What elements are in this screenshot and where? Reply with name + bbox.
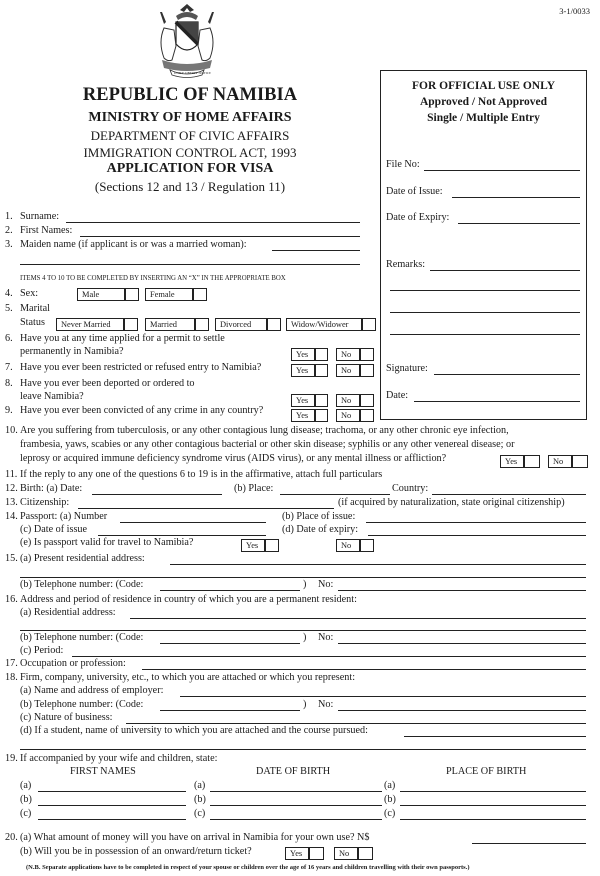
present-phone-code-field[interactable] (160, 590, 300, 591)
residence-phone-no-field[interactable] (338, 643, 586, 644)
child-first-name-field[interactable] (38, 805, 186, 806)
marital-divorced-checkbox[interactable] (267, 318, 281, 331)
child-place-field[interactable] (400, 805, 586, 806)
citizenship-field[interactable] (78, 508, 334, 509)
student-label: (d) If a student, name of university to which you are attached and the course pursued: (20, 725, 368, 736)
occupation-label: Occupation or profession: (20, 658, 126, 669)
residence-phone-close-paren: ) (303, 632, 307, 643)
q19-label: If accompanied by your wife and children, state: (20, 753, 218, 764)
official-date-of-expiry-label: Date of Expiry: (386, 212, 450, 223)
q7-label: Have you ever been restricted or refused entry to Namibia? (20, 362, 262, 373)
official-remarks-label: Remarks: (386, 259, 426, 270)
official-date-line[interactable] (414, 401, 580, 402)
passport-number-label: Passport: (a) Number (20, 511, 108, 522)
header-act: IMMIGRATION CONTROL ACT, 1993 (83, 145, 297, 160)
q10-label: Are you suffering from tuberculosis, or any other contagious lung disease; trachoma, or any other chronic eye infection, (20, 425, 509, 436)
q6-label: Have you at any time applied for a permit to settle (20, 333, 225, 344)
q4-number: 4. (5, 288, 13, 299)
q10-label-line3: leprosy or acquired immune deficiency syndrome virus (AIDS virus), or any mental illness or affliction? (20, 453, 447, 464)
q8-yes-option: Yes (291, 394, 315, 407)
q7-number: 7. (5, 362, 13, 373)
employer-phone-close-paren: ) (303, 699, 307, 710)
q5-label-marital: Marital (20, 303, 50, 314)
marital-never-married-checkbox[interactable] (124, 318, 138, 331)
q10-no-option: No (548, 455, 572, 468)
q2-number: 2. (5, 225, 13, 236)
residence-address-field-line2[interactable] (20, 630, 586, 631)
passport-date-expiry-field[interactable] (368, 535, 586, 536)
employer-phone-no-label: No: (318, 699, 334, 710)
child-row-label: (a) (194, 780, 206, 791)
official-file-no-label: File No: (386, 159, 420, 170)
q6-yes-option: Yes (291, 348, 315, 361)
q5-label-status: Status (20, 317, 45, 328)
child-first-name-field[interactable] (38, 819, 186, 820)
q11-label: If the reply to any one of the questions 6 to 19 is in the affirmative, attach full particulars (20, 469, 383, 480)
maiden-name-field[interactable] (272, 250, 360, 251)
q4-label: Sex: (20, 288, 39, 299)
child-place-field[interactable] (400, 791, 586, 792)
q3-number: 3. (5, 239, 13, 250)
q20-number: 20. (5, 832, 18, 843)
header-sections: (Sections 12 and 13 / Regulation 11) (94, 179, 286, 194)
q13-note: (if acquired by naturalization, state original citizenship) (338, 497, 565, 508)
official-date-label: Date: (386, 390, 409, 401)
official-use-title: FOR OFFICIAL USE ONLY (411, 80, 556, 92)
student-field-line2[interactable] (20, 749, 586, 750)
footnote: (N.B. Separate applications have to be completed in respect of your spouse or children over the age of 16 years and children travelling with their own passports.) (26, 864, 470, 871)
passport-place-issue-field[interactable] (366, 522, 586, 523)
q3-label: Maiden name (if applicant is or was a married woman): (20, 239, 247, 250)
q17-number: 17. (5, 658, 18, 669)
passport-number-field[interactable] (120, 522, 266, 523)
q9-no-option: No (336, 409, 360, 422)
q8-number: 8. (5, 378, 13, 389)
q6-yes-checkbox[interactable] (315, 348, 328, 361)
present-phone-no-label: No: (318, 579, 334, 590)
occupation-field[interactable] (142, 669, 586, 670)
present-address-label: (a) Present residential address: (20, 553, 145, 564)
items-note: ITEMS 4 TO 10 TO BE COMPLETED BY INSERTING AN “X” IN THE APPROPRIATE BOX (20, 275, 286, 282)
passport-place-issue-label: (b) Place of issue: (282, 511, 356, 522)
form-code: 3-1/0033 (559, 6, 590, 16)
column-date-of-birth: DATE OF BIRTH (256, 766, 331, 777)
marital-divorced-option: Divorced (215, 318, 267, 331)
passport-valid-no-checkbox[interactable] (360, 539, 374, 552)
q7-no-option: No (336, 364, 360, 377)
q12-number: 12. (5, 483, 18, 494)
residence-period-label: (c) Period: (20, 645, 64, 656)
q9-yes-option: Yes (291, 409, 315, 422)
sex-male-option: Male (77, 288, 125, 301)
q10-label-line2: frambesia, yaws, scabies or any other contagious bacterial or other skin disease; syphilis or any other venereal disease; or (20, 439, 515, 450)
child-row-label: (a) (20, 780, 32, 791)
q8-label: Have you ever been deported or ordered to (20, 378, 195, 389)
student-field[interactable] (404, 736, 586, 737)
residence-phone-code-label: (b) Telephone number: (Code: (20, 632, 144, 643)
q10-yes-option: Yes (500, 455, 524, 468)
official-signature-line[interactable] (434, 374, 580, 375)
passport-date-expiry-label: (d) Date of expiry: (282, 524, 359, 535)
q9-number: 9. (5, 405, 13, 416)
sex-female-option: Female (145, 288, 193, 301)
q15-number: 15. (5, 553, 18, 564)
q9-no-checkbox[interactable] (360, 409, 374, 422)
ticket-label: (b) Will you be in possession of an onward/return ticket? (20, 846, 252, 857)
birth-country-label: Country: (392, 483, 429, 494)
official-remarks-line[interactable] (390, 334, 580, 335)
q8-label-line2: leave Namibia? (20, 391, 84, 402)
child-row-label: (b) (194, 794, 206, 805)
q6-no-option: No (336, 348, 360, 361)
marital-widow-checkbox[interactable] (362, 318, 376, 331)
birth-date-field[interactable] (92, 494, 222, 495)
employer-label: (a) Name and address of employer: (20, 685, 164, 696)
column-place-of-birth: PLACE OF BIRTH (446, 766, 527, 777)
child-row-label: (c) (384, 808, 396, 819)
present-phone-no-field[interactable] (338, 590, 586, 591)
present-phone-code-label: (b) Telephone number: (Code: (20, 579, 144, 590)
q18-number: 18. (5, 672, 18, 683)
child-first-name-field[interactable] (38, 791, 186, 792)
header-ministry: MINISTRY OF HOME AFFAIRS (88, 110, 292, 125)
ticket-yes-checkbox[interactable] (309, 847, 324, 860)
passport-valid-no-option: No (336, 539, 360, 552)
q18-label: Firm, company, university, etc., to which you are attached or which you represent: (20, 672, 356, 683)
q13-number: 13. (5, 497, 18, 508)
header-country: REPUBLIC OF NAMIBIA (82, 85, 298, 105)
q7-no-checkbox[interactable] (360, 364, 374, 377)
q8-no-option: No (336, 394, 360, 407)
sex-female-checkbox[interactable] (193, 288, 207, 301)
official-signature-label: Signature: (386, 363, 428, 374)
official-remarks-line[interactable] (430, 270, 580, 271)
ticket-no-option: No (334, 847, 358, 860)
residence-address-label: (a) Residential address: (20, 607, 116, 618)
child-row-label: (c) (20, 808, 32, 819)
child-row-label: (b) (384, 794, 396, 805)
birth-place-label: (b) Place: (234, 483, 274, 494)
official-remarks-line[interactable] (390, 312, 580, 313)
surname-field[interactable] (66, 222, 360, 223)
money-label: (a) What amount of money will you have on arrival in Namibia for your own use? N$ (20, 832, 370, 843)
child-dob-field[interactable] (210, 791, 382, 792)
child-dob-field[interactable] (210, 819, 382, 820)
marital-never-married-option: Never Married (56, 318, 124, 331)
q16-label: Address and period of residence in country of which you are a permanent resident: (20, 594, 357, 605)
q9-label: Have you ever been convicted of any crime in any country? (20, 405, 264, 416)
official-approved: Approved / Not Approved (419, 96, 548, 108)
money-field[interactable] (472, 843, 586, 844)
child-dob-field[interactable] (210, 805, 382, 806)
column-first-names: FIRST NAMES (70, 766, 136, 777)
q10-yes-checkbox[interactable] (524, 455, 540, 468)
residence-period-field[interactable] (72, 656, 586, 657)
q1-number: 1. (5, 211, 13, 222)
child-row-label: (b) (20, 794, 32, 805)
residence-phone-no-label: No: (318, 632, 334, 643)
employer-phone-no-field[interactable] (338, 710, 586, 711)
q13-label: Citizenship: (20, 497, 70, 508)
birth-place-field[interactable] (280, 494, 390, 495)
present-address-field[interactable] (170, 564, 586, 565)
official-date-of-issue-line[interactable] (452, 197, 580, 198)
q6-number: 6. (5, 333, 13, 344)
employer-phone-code-field[interactable] (160, 710, 300, 711)
child-place-field[interactable] (400, 819, 586, 820)
official-entry: Single / Multiple Entry (427, 112, 540, 124)
business-field[interactable] (126, 723, 586, 724)
q2-label: First Names: (20, 225, 73, 236)
q16-number: 16. (5, 594, 18, 605)
child-row-label: (c) (194, 808, 206, 819)
q1-label: Surname: (20, 211, 60, 222)
q10-number: 10. (5, 425, 18, 436)
q11-number: 11. (5, 469, 18, 480)
passport-date-issue-label: (c) Date of issue (20, 524, 88, 535)
residence-phone-code-field[interactable] (160, 643, 300, 644)
q14-number: 14. (5, 511, 18, 522)
ticket-no-checkbox[interactable] (358, 847, 373, 860)
official-date-of-issue-label: Date of Issue: (386, 186, 443, 197)
header-department: DEPARTMENT OF CIVIC AFFAIRS (90, 128, 290, 143)
coat-of-arms-emblem (150, 2, 225, 80)
marital-widow-option: Widow/Widower (286, 318, 362, 331)
q5-number: 5. (5, 303, 13, 314)
birth-country-field[interactable] (432, 494, 586, 495)
q9-yes-checkbox[interactable] (315, 409, 328, 422)
emblem-motto: UNITY LIBERTY JUSTICE (174, 71, 211, 75)
passport-valid-label: (e) Is passport valid for travel to Namibia? (20, 537, 194, 548)
q6-label-line2: permanently in Namibia? (20, 346, 124, 357)
q12-label: Birth: (a) Date: (20, 483, 83, 494)
q6-no-checkbox[interactable] (360, 348, 374, 361)
employer-phone-code-label: (b) Telephone number: (Code: (20, 699, 144, 710)
child-row-label: (a) (384, 780, 396, 791)
business-label: (c) Nature of business: (20, 712, 113, 723)
q19-number: 19. (5, 753, 18, 764)
passport-valid-yes-option: Yes (241, 539, 265, 552)
q7-yes-option: Yes (291, 364, 315, 377)
residence-address-field[interactable] (130, 618, 586, 619)
ticket-yes-option: Yes (285, 847, 309, 860)
present-address-field-line2[interactable] (20, 577, 586, 578)
official-remarks-line[interactable] (390, 290, 580, 291)
page-title: APPLICATION FOR VISA (106, 161, 274, 176)
employer-field[interactable] (180, 696, 586, 697)
present-phone-close-paren: ) (303, 579, 307, 590)
official-date-of-expiry-line[interactable] (458, 223, 580, 224)
q7-yes-checkbox[interactable] (315, 364, 328, 377)
sex-male-checkbox[interactable] (125, 288, 139, 301)
q8-yes-checkbox[interactable] (315, 394, 328, 407)
passport-date-issue-field[interactable] (98, 535, 266, 536)
marital-married-checkbox[interactable] (195, 318, 209, 331)
q8-no-checkbox[interactable] (360, 394, 374, 407)
maiden-name-field-line2[interactable] (20, 264, 360, 265)
official-file-no-line[interactable] (424, 170, 580, 171)
q10-no-checkbox[interactable] (572, 455, 588, 468)
passport-valid-yes-checkbox[interactable] (265, 539, 279, 552)
marital-married-option: Married (145, 318, 195, 331)
first-names-field[interactable] (80, 236, 360, 237)
